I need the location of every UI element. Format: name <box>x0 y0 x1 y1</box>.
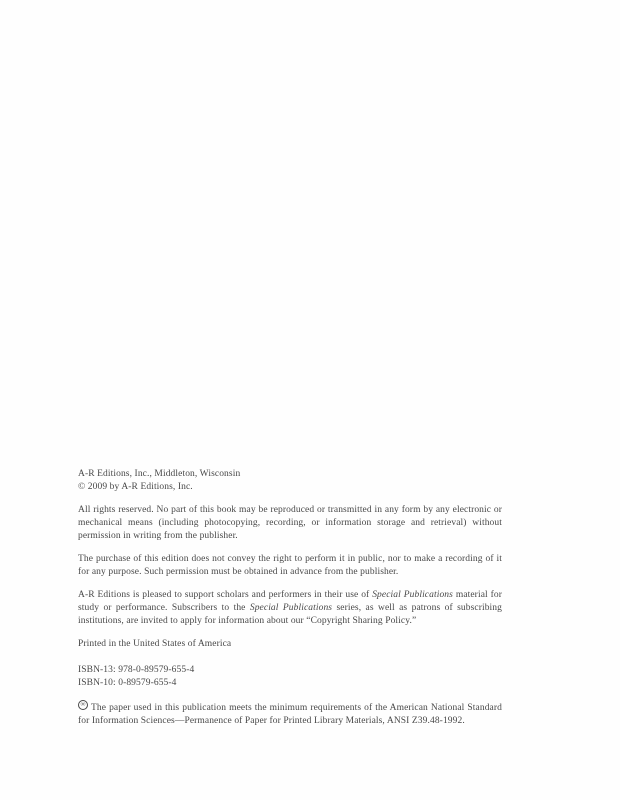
special-publications-paragraph: A-R Editions is pleased to support scholars and performers in their use of Special Publications material for study or performance. Subscribers to the Special Publications series, as well as patrons of subscribing institutions, are invited to apply for information about our “Copyright Sharing Policy.” <box>78 590 502 626</box>
permanence-paragraph <box>78 700 502 728</box>
permanence-paper-icon: ∞ <box>78 700 88 710</box>
isbn13-line: ISBN-13: 978-0-89579-655-4 <box>78 665 195 675</box>
printed-in-line: Printed in the United States of America <box>78 639 232 649</box>
isbn-block <box>78 664 502 690</box>
rights-paragraph: All rights reserved. No part of this book may be reproduced or transmitted in any form by any electronic or mechanical means (including photocopying, recording, or information storage and retrieval) without permission in writing from the publisher. <box>78 505 502 541</box>
colophon-block <box>78 468 502 728</box>
performance-paragraph: The purchase of this edition does not convey the right to perform it in public, nor to make a recording of it for any purpose. Such permission must be obtained in advance from the publisher. <box>78 554 502 577</box>
isbn10-line: ISBN-10: 0-89579-655-4 <box>78 678 177 688</box>
publisher-line: A-R Editions, Inc., Middleton, Wisconsin <box>78 469 241 479</box>
permanence-text: The paper used in this publication meets the minimum requirements of the American National Standard for Information Sciences—Permanence of Paper for Printed Library Materials, ANSI Z39.48-1992. <box>78 703 502 726</box>
copyright-line: © 2009 by A-R Editions, Inc. <box>78 482 193 492</box>
